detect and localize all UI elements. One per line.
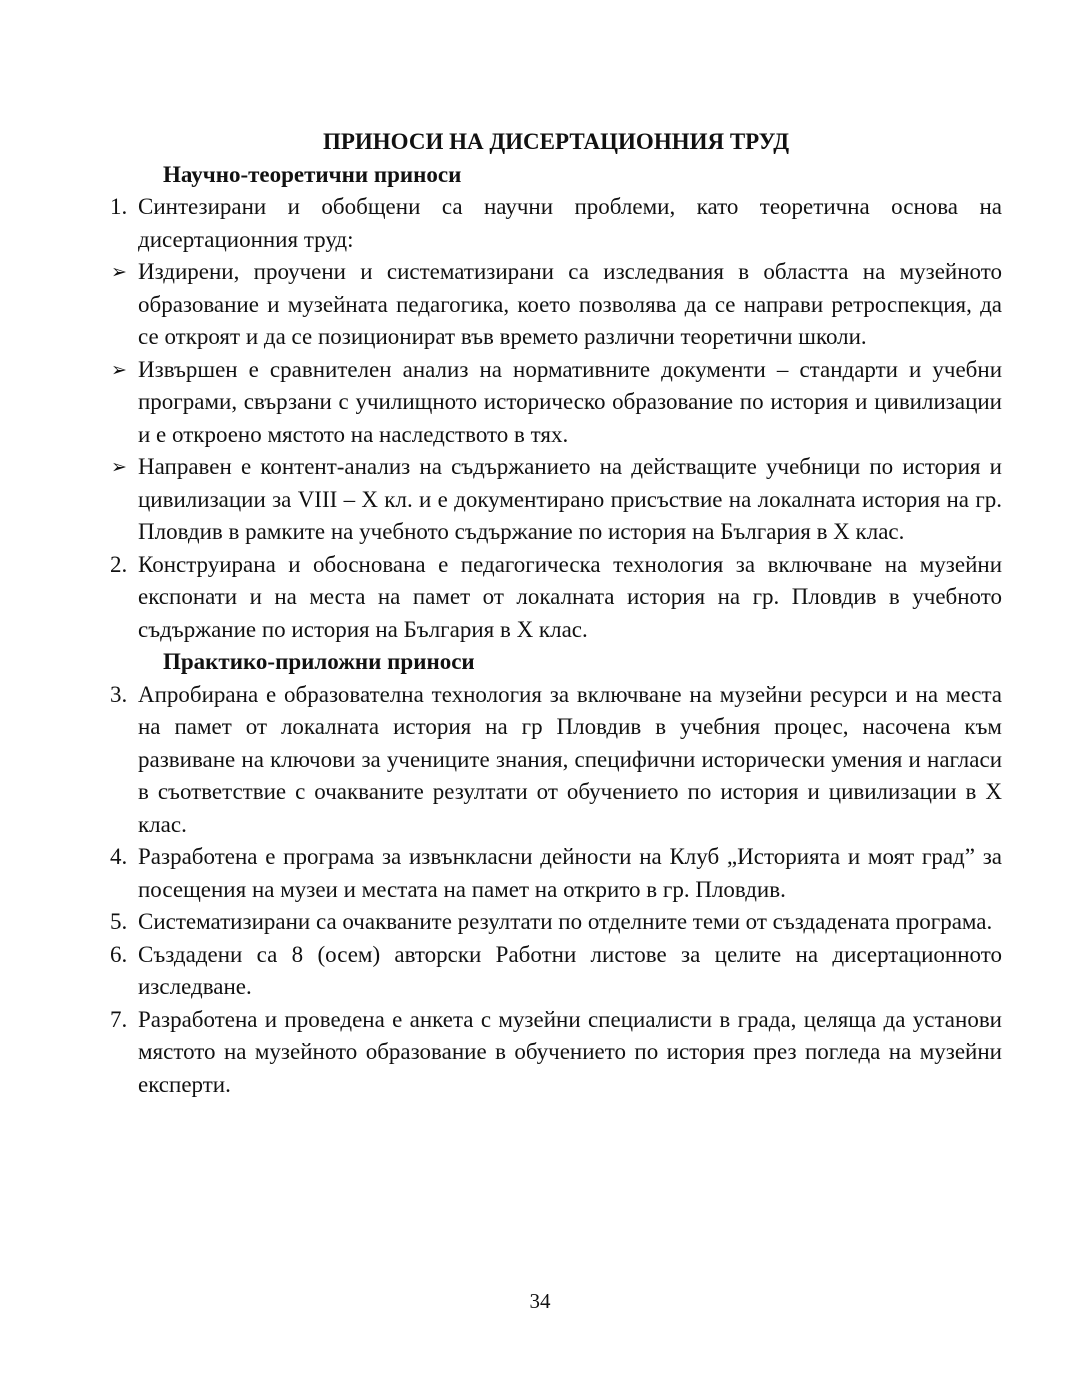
list-number: 4.	[110, 844, 128, 869]
list-item-3	[110, 679, 1002, 842]
bullet-item	[110, 354, 1002, 452]
arrow-bullet-icon: ➢	[111, 261, 127, 283]
list-item-text: Апробирана е образователна технология за включване на музейни ресурси и на места на памет от локалната история на гр Пловдив в учебния процес, насочена към развиване на ключови за учениците знания, специфични исторически умения и нагласи в съответствие с очакваните резултати от обучението по история и цивилизации в X клас.	[138, 681, 1002, 837]
section-heading-practical: Практико-приложни приноси	[163, 649, 475, 674]
list-number: 5.	[110, 909, 128, 934]
list-number: 7.	[110, 1006, 128, 1032]
list-item-2	[110, 549, 1002, 647]
list-item-text: Създадени са 8 (осем) авторски Работни листове за целите на дисертационното изследване.	[138, 941, 1002, 999]
page-content	[110, 126, 1002, 1101]
list-item-7	[110, 1004, 1002, 1102]
list-item-5	[110, 906, 1002, 939]
list-number: 6.	[110, 941, 128, 967]
page-title: ПРИНОСИ НА ДИСЕРТАЦИОННИЯ ТРУД	[322, 129, 790, 154]
list-item-text: Систематизирани са очакваните резултати по отделните теми от създадената програма.	[138, 909, 993, 934]
page-number: 34	[529, 1289, 551, 1313]
bullet-item	[110, 451, 1002, 549]
list-item-text: Конструирана и обоснована е педагогическа технология за включване на музейни експонати и на места на памет от локалната история на гр. Пловдив в учебното съдържание по история на България в X клас.	[138, 551, 1002, 642]
list-item-4	[110, 841, 1002, 906]
bullet-item-text: Направен е контент-анализ на съдържанието на действащите учебници по история и цивилизации за VIII – X кл. и е документирано присъствие на локалната история на гр. Пловдив в рамките на учебното съдържание по история на България в X клас.	[138, 454, 1002, 544]
list-item-text: Разработена и проведена е анкета с музейни специалисти в града, целяща да установи мястото на музейното образование в обучението по история през погледа на музейни експерти.	[138, 1006, 1002, 1097]
list-item-1	[110, 191, 1002, 256]
list-number: 1.	[110, 194, 128, 219]
list-number: 3.	[110, 681, 128, 707]
arrow-bullet-icon: ➢	[111, 358, 127, 381]
bullet-item-text: Издирени, проучени и систематизирани са изследвания в областта на музейното образование и музейната педагогика, което позволява да се направи ретроспекция, да се откроят и да се позиционират във времето различни теоретични школи.	[138, 259, 1002, 349]
section-heading-theoretical: Научно-теоретични приноси	[163, 161, 462, 187]
bullet-item	[110, 256, 1002, 354]
list-item-text: Разработена е програма за извънкласни дейности на Клуб „Историята и моят град” за посещения на музеи и местата на памет на открито в гр. Пловдив.	[138, 844, 1002, 902]
bullet-item-text: Извършен е сравнителен анализ на нормативните документи – стандарти и учебни програми, свързани с училищното историческо образование по история и цивилизации и е откроено мястото на наследството в тях.	[138, 356, 1002, 447]
list-item-text: Синтезирани и обобщени са научни проблеми, като теоретична основа на дисертационния труд:	[138, 194, 1002, 252]
arrow-bullet-icon: ➢	[111, 456, 127, 478]
list-item-6	[110, 939, 1002, 1004]
list-number: 2.	[110, 551, 128, 577]
